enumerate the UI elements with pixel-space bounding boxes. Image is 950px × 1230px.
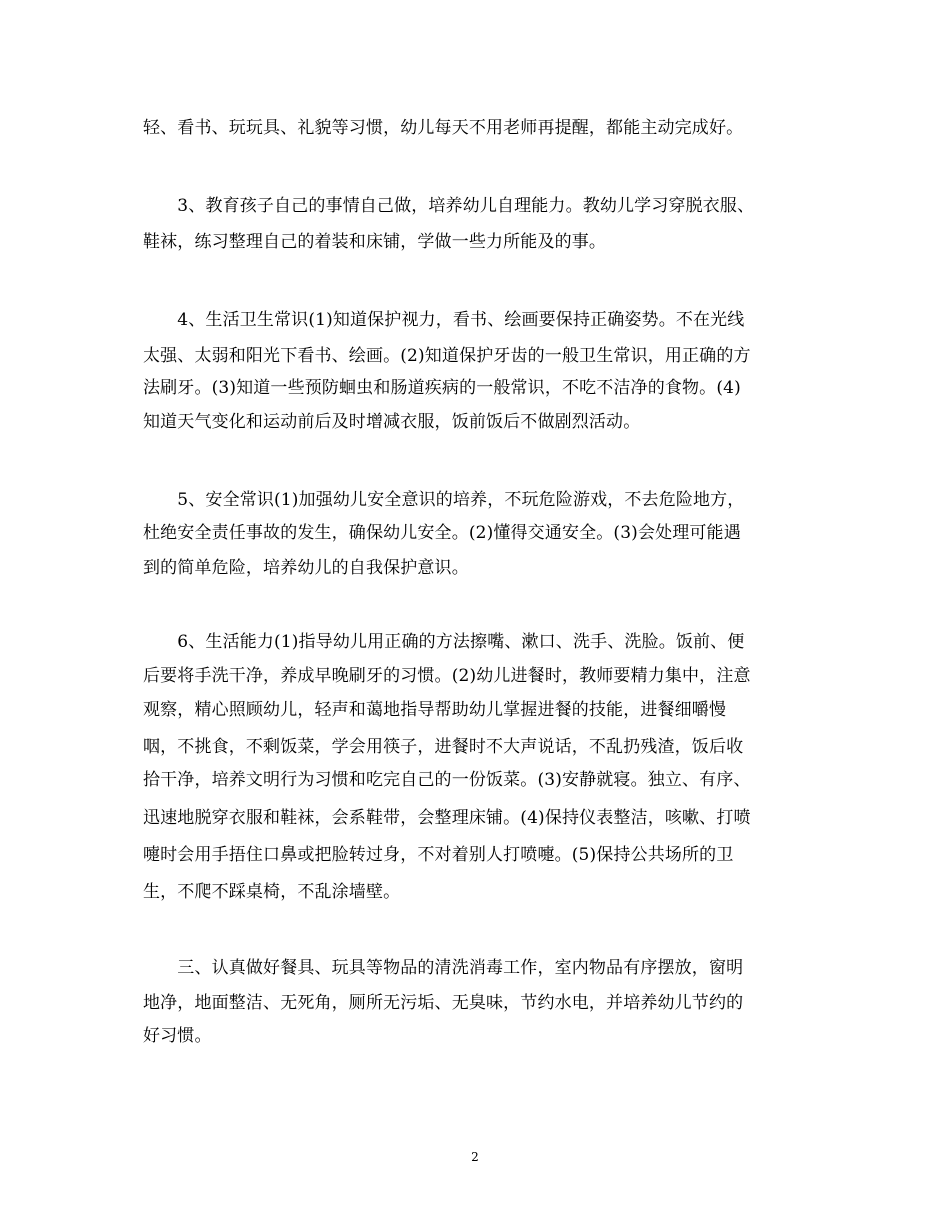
paragraph-5-line-5: 拾干净，培养文明行为习惯和吃完自己的一份饭菜。(3)安静就寝。独立、有序、	[143, 770, 751, 790]
paragraph-3-line-2: 太强、太弱和阳光下看书、绘画。(2)知道保护牙齿的一般卫生常识，用正确的方	[143, 346, 751, 366]
paragraph-6-line-2: 地净，地面整洁、无死角，厕所无污垢、无臭味，节约水电，并培养幼儿节约的	[143, 993, 744, 1013]
paragraph-3-line-1: 4、生活卫生常识(1)知道保护视力，看书、绘画要保持正确姿势。不在光线	[143, 310, 745, 330]
paragraph-5-line-3: 观察，精心照顾幼儿，轻声和蔼地指导帮助幼儿掌握进餐的技能，进餐细嚼慢	[143, 700, 727, 720]
paragraph-5-line-6: 迅速地脱穿衣服和鞋袜，会系鞋带，会整理床铺。(4)保持仪表整洁，咳嗽、打喷	[143, 808, 751, 828]
paragraph-4-line-2: 杜绝安全责任事故的发生，确保幼儿安全。(2)懂得交通安全。(3)会处理可能遇	[143, 523, 741, 543]
paragraph-5-line-7: 嚏时会用手捂住口鼻或把脸转过身，不对着别人打喷嚏。(5)保持公共场所的卫	[143, 845, 734, 865]
paragraph-6-line-3: 好习惯。	[143, 1026, 212, 1046]
paragraph-3-line-3: 法刷牙。(3)知道一些预防蛔虫和肠道疾病的一般常识，不吃不洁净的食物。(4)	[143, 378, 741, 398]
paragraph-1-line-1: 轻、看书、玩玩具、礼貌等习惯，幼儿每天不用老师再提醒，都能主动完成好。	[143, 118, 744, 138]
paragraph-5-line-1: 6、生活能力(1)指导幼儿用正确的方法擦嘴、漱口、洗手、洗脸。饭前、便	[143, 632, 745, 652]
paragraph-2-line-1: 3、教育孩子自己的事情自己做，培养幼儿自理能力。教幼儿学习穿脱衣服、	[143, 196, 755, 216]
page-number: 2	[471, 1150, 479, 1164]
paragraph-2-line-2: 鞋袜，练习整理自己的着装和床铺，学做一些力所能及的事。	[143, 232, 607, 252]
paragraph-3-line-4: 知道天气变化和运动前后及时增减衣服，饭前饭后不做剧烈活动。	[143, 412, 641, 432]
paragraph-4-line-3: 到的简单危险，培养幼儿的自我保护意识。	[143, 558, 469, 578]
paragraph-5-line-8: 生，不爬不踩桌椅，不乱涂墙壁。	[143, 882, 401, 902]
paragraph-6-line-1: 三、认真做好餐具、玩具等物品的清洗消毒工作，室内物品有序摆放，窗明	[143, 958, 744, 978]
paragraph-5-line-2: 后要将手洗干净，养成早晚刷牙的习惯。(2)幼儿进餐时，教师要精力集中，注意	[143, 666, 751, 686]
paragraph-4-line-1: 5、安全常识(1)加强幼儿安全意识的培养，不玩危险游戏，不去危险地方，	[143, 490, 745, 510]
paragraph-5-line-4: 咽，不挑食，不剩饭菜，学会用筷子，进餐时不大声说话，不乱扔残渣，饭后收	[143, 737, 744, 757]
